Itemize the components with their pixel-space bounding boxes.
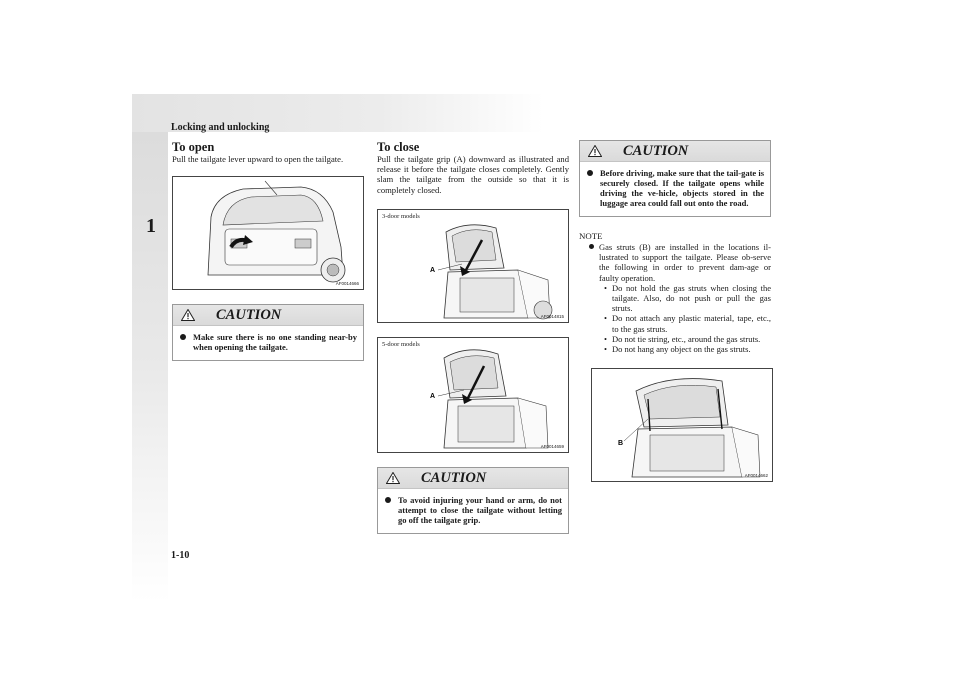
tailgate-5door-figure [377,337,569,453]
callout-a: A [430,392,436,400]
list-item: • Do not attach any plastic material, tape, etc., to the gas struts. [604,313,771,334]
bullet-dot: • [604,333,607,344]
caution-box [172,304,364,361]
chapter-side-band [132,132,168,602]
caution-body [378,489,568,533]
caution-body [173,326,363,360]
caution-title: CAUTION [421,469,487,486]
callout-a: A [430,266,436,274]
bullet-dot: • [604,313,607,324]
note-sub-list [599,283,771,354]
column-caution-note [579,140,771,482]
caution-box [377,467,569,534]
page-header-title: Locking and unlocking [171,122,270,133]
column-to-close [377,140,569,534]
caution-text: To avoid injuring your hand or arm, do not attempt to close the tailgate without letting go off the tailgate grip. [398,494,562,525]
caution-box [579,140,771,217]
to-close-heading: To close [377,140,420,154]
tailgate-lever-figure [172,176,364,290]
to-open-text: Pull the tailgate lever upward to open the tailgate. [172,154,344,164]
callout-b: B [618,440,624,448]
caution-header [580,141,770,162]
warning-triangle-icon [181,309,195,321]
warning-triangle-icon [386,472,400,484]
figure-code: AF0014666 [335,281,359,287]
caution-title: CAUTION [623,143,689,159]
figure-label: 5-door models [382,340,420,348]
page-number: 1-10 [171,550,190,561]
caution-text: Before driving, make sure that the tail-gate is securely closed. If the tailgate opens while driving the ve-hicle, objects stored in the luggage area could fall out onto the road. [600,168,764,208]
caution-body [580,162,770,216]
chapter-number: 1 [146,215,156,237]
caution-header [173,305,363,326]
car-rear-illustration [173,177,363,289]
tailgate-open-illustration [378,338,568,452]
note-item [579,242,771,354]
figure-code: AF0014659 [540,443,564,449]
caution-title: CAUTION [216,307,282,324]
list-item: • Do not tie string, etc., around the gas struts. [604,333,761,344]
bullet-icon [587,170,593,176]
gas-struts-illustration [592,369,772,481]
list-item: • Do not hold the gas struts when closing the tailgate. Also, do not push or pull the gas struts. [604,282,771,314]
warning-triangle-icon [588,145,602,157]
list-item: • Do not hang any object on the gas struts. [604,344,751,355]
column-to-open [172,140,364,361]
figure-code: AF0014815 [540,313,564,319]
bullet-dot: • [604,344,607,355]
caution-header [378,468,568,489]
to-close-text: Pull the tailgate grip (A) downward as illustrated and release it before the tailgate closes completely. Gently slam the tailgate from the outside so that it is completely closed. [377,154,569,195]
gas-struts-figure [591,368,773,482]
to-open-heading: To open [172,140,215,154]
note-heading: NOTE [579,231,603,241]
caution-text: Make sure there is no one standing near-by when opening the tailgate. [193,332,357,353]
tailgate-open-illustration [378,210,568,322]
bullet-icon [180,334,186,340]
note-text: Gas struts (B) are installed in the locations il-lustrated to support the tailgate. Please ob-serve the following in order to prevent dam-age or faulty operation. [599,242,771,283]
bullet-dot: • [604,282,607,293]
figure-code: AF0014662 [744,473,768,479]
tailgate-3door-figure [377,209,569,323]
bullet-icon [589,244,594,249]
figure-label: 3-door models [382,212,420,220]
bullet-icon [385,497,391,503]
